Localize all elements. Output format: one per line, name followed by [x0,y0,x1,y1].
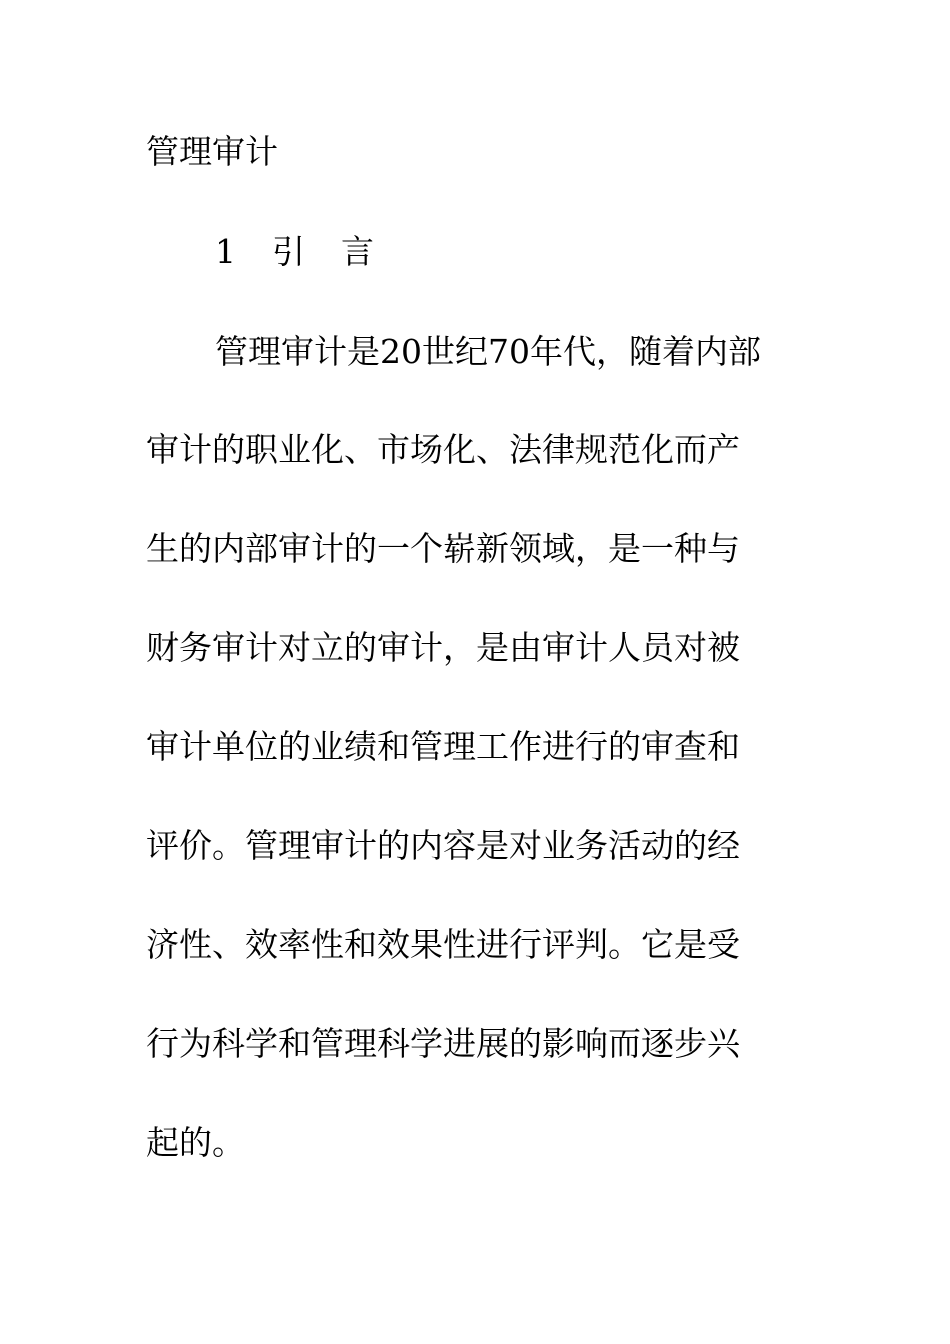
paragraph-line: 审计单位的业绩和管理工作进行的审查和 [146,727,740,766]
paragraph-line: 起的。 [146,1123,245,1162]
section-title-char-1: 引 [272,232,305,271]
paragraph-line: 生的内部审计的一个崭新领域，是一种与 [146,529,740,568]
paragraph-line: 管理审计是20世纪70年代，随着内部 [215,332,761,371]
section-title-char-2: 言 [341,232,374,271]
paragraph-line: 行为科学和管理科学进展的影响而逐步兴 [146,1024,740,1063]
paragraph-line: 财务审计对立的审计，是由审计人员对被 [146,628,740,667]
document-title: 管理审计 [146,132,278,171]
paragraph-line: 济性、效率性和效果性进行评判。它是受 [146,925,740,964]
section-number: 1 [215,232,236,271]
section-heading [215,230,374,274]
paragraph-line: 评价。管理审计的内容是对业务活动的经 [146,826,740,865]
paragraph-line: 审计的职业化、市场化、法律规范化而产 [146,430,740,469]
